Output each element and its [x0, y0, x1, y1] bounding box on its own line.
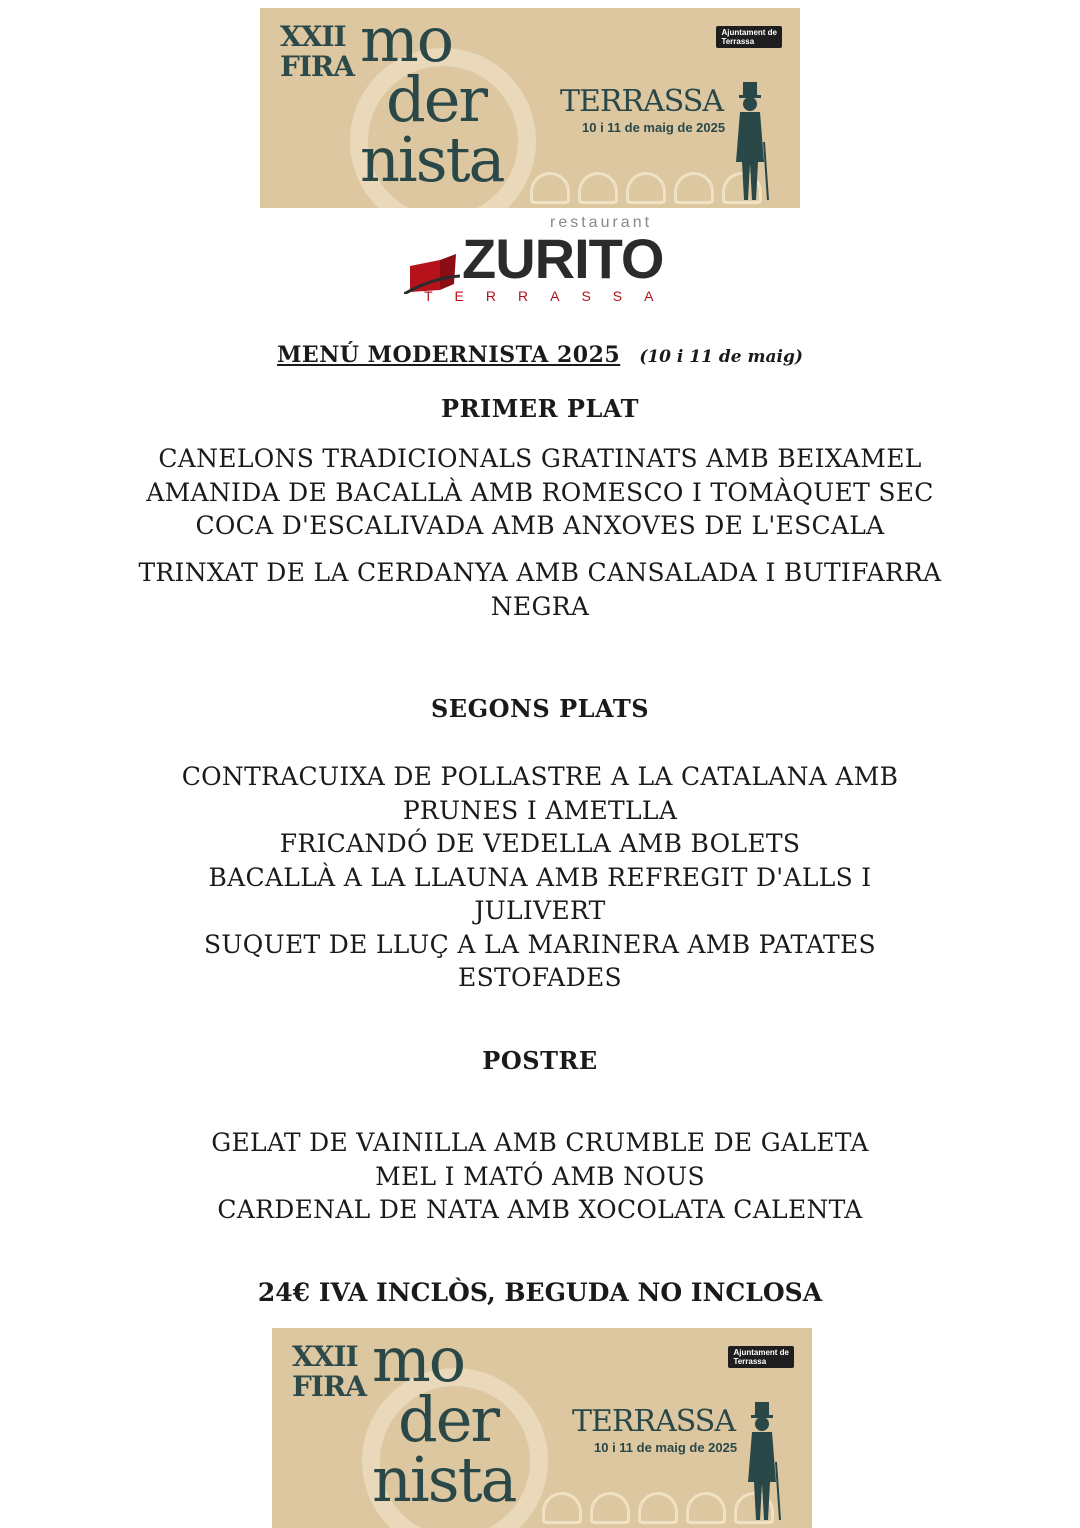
- dish-line: SUQUET DE LLUÇ A LA MARINERA AMB PATATES: [204, 929, 876, 959]
- ajuntament-logo: Ajuntament de Terrassa: [728, 1346, 794, 1368]
- bell-icon: [638, 1492, 678, 1524]
- bell-icon: [578, 172, 618, 204]
- fira-modernista-banner-top: [260, 8, 800, 208]
- bells-decoration: [542, 1492, 774, 1524]
- banner-city: TERRASSA: [560, 84, 723, 119]
- dish-item: MEL I MATÓ AMB NOUS: [375, 1161, 705, 1191]
- dish-line: JULIVERT: [474, 896, 606, 925]
- second-course-heading: SEGONS PLATS: [430, 694, 650, 723]
- first-course-extra: [0, 556, 1080, 623]
- gentleman-silhouette-icon: [742, 1402, 782, 1522]
- banner-city: TERRASSA: [572, 1404, 735, 1439]
- bell-icon: [686, 1492, 726, 1524]
- dish-line: CONTRACUIXA DE POLLASTRE A LA CATALANA AMB: [181, 762, 899, 791]
- bell-icon: [590, 1492, 630, 1524]
- dish-line: FRICANDÓ DE VEDELLA AMB BOLETS: [279, 829, 801, 858]
- banner-modernista-word: mo der nista: [360, 8, 504, 196]
- gentleman-silhouette-icon: [730, 82, 770, 202]
- ajuntament-logo: Ajuntament de Terrassa: [716, 26, 782, 48]
- bell-icon: [626, 172, 666, 204]
- dish-line: PRUNES I AMETLLA: [402, 795, 678, 825]
- bells-decoration: [530, 172, 762, 204]
- bell-icon: [542, 1492, 582, 1524]
- dish-line: BACALLÀ A LA LLAUNA AMB REFREGIT D'ALLS I: [208, 862, 872, 892]
- menu-title: MENÚ MODERNISTA 2025: [277, 342, 621, 368]
- dish-item: GELAT DE VAINILLA AMB CRUMBLE DE GALETA: [211, 1128, 869, 1157]
- dish-item: COCA D'ESCALIVADA AMB ANXOVES DE L'ESCALA: [195, 511, 885, 540]
- dessert-list: [0, 1126, 1080, 1227]
- dish-item: TRINXAT DE LA CERDANYA AMB CANSALADA I BUTIFARRA: [138, 558, 942, 587]
- dish-item: CARDENAL DE NATA AMB XOCOLATA CALENTA: [217, 1195, 863, 1224]
- dish-item: CANELONS TRADICIONALS GRATINATS AMB BEIXAMEL: [158, 444, 922, 473]
- zurito-restaurant-logo: restaurant ZURITO TERRASSA: [400, 214, 690, 314]
- dish-item: AMANIDA DE BACALLÀ AMB ROMESCO I TOMÀQUET SEC: [146, 477, 934, 507]
- banner-dates: 10 i 11 de maig de 2025: [594, 1440, 738, 1455]
- dessert-heading: POSTRE: [482, 1046, 598, 1075]
- menu-title-row: [0, 342, 1080, 368]
- first-course-heading: PRIMER PLAT: [441, 394, 639, 423]
- banner-dates: 10 i 11 de maig de 2025: [582, 120, 726, 135]
- bell-icon: [530, 172, 570, 204]
- dish-item: NEGRA: [490, 591, 590, 621]
- price-note: 24€ IVA INCLÒS, BEGUDA NO INCLOSA: [257, 1278, 823, 1307]
- banner-modernista-word: mo der nista: [372, 1328, 516, 1516]
- fira-modernista-banner-bottom: [272, 1328, 812, 1528]
- dish-line: ESTOFADES: [458, 963, 622, 992]
- menu-dates: (10 i 11 de maig): [639, 347, 803, 367]
- banner-edition: XXII FIRA: [292, 1340, 366, 1403]
- banner-edition: XXII FIRA: [280, 20, 354, 83]
- first-course-list: [0, 442, 1080, 543]
- bell-icon: [674, 172, 714, 204]
- second-course-list: [0, 760, 1080, 995]
